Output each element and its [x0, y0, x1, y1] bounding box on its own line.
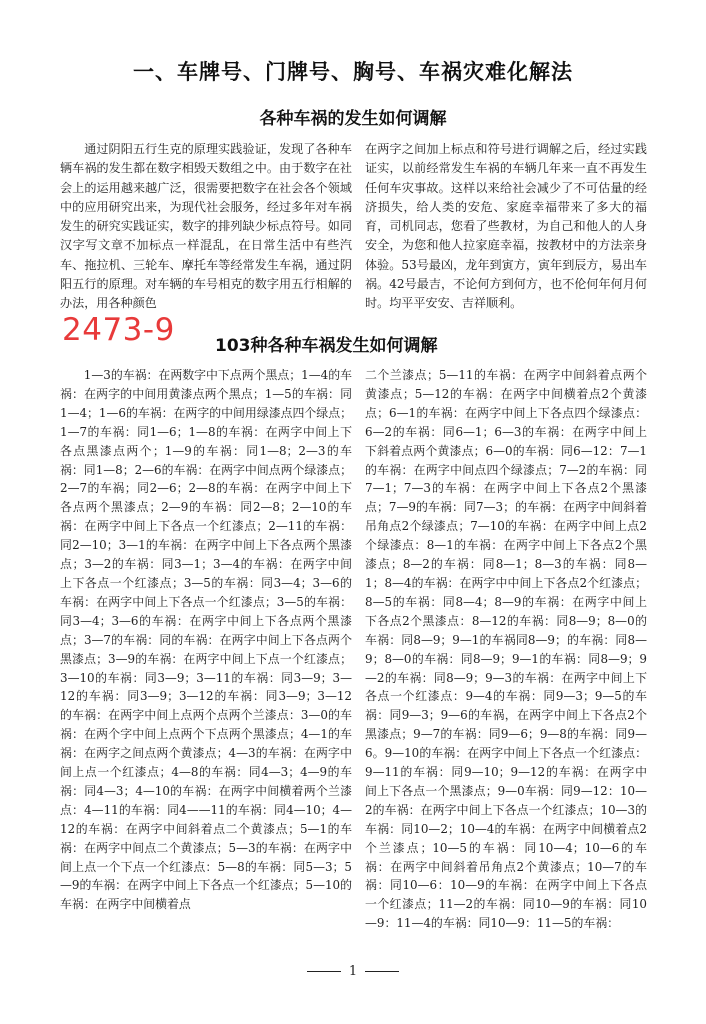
code-number-stamp: 2473-9 [62, 312, 175, 348]
footer-dash-left [307, 971, 341, 972]
main-title: 一、车牌号、门牌号、胸号、车祸灾难化解法 [133, 60, 573, 84]
sub-title: 各种车祸的发生如何调解 [259, 109, 447, 129]
body-text-left: 1—3的车祸：在两数字中下点两个黑点；1—4的车祸：在两字的中间用黄漆点两个黑点；1—5的车祸：同1—4；1—6的车祸：在两字的中间用绿漆点四个绿点；1—7的车祸：同1—6；1—8的车祸：在两字中间上下各点黑漆点两个；1—9的车祸：同1—8；2—3的车祸：同1—8；2—6的车祸：在两字中间点两个绿漆点；2—7的车祸；同2—6；2—8的车祸：在两字中间上下各点两个黑漆点；2—9的车祸：同2—8；2—10的车祸：在两字中间上下各点一个红漆点；2—11的车祸：同2—10；3—1的车祸：在两字中间上下各点两个黑漆点；3—2的车祸：同3—1；3—4的车祸：在两字中间上下各点一个红漆点；3—5的车祸：同3—4；3—6的车祸：在两字中间上下各点一个红漆点；3—5的车祸：同3—4；3—6的车祸：在两字中间上下各点两个黑漆点；3—7的车祸：同的车祸：在两字中间上下各点两个黑漆点；3—9的车祸：在两字中间上下点一个红漆点；3—10的车祸：同3—9；3—11的车祸：同3—9；3—12的车祸：同3—9；3—12的车祸：同3—9；3—12的车祸：在两字中间上点两个点两个兰漆点：3—0的车祸：在两个字中间上点两个下点两个黑漆点；4—1的车祸：在两字之间点两个黄漆点；4—3的车祸：在两字中间上点一个红漆点；4—8的车祸：同4—3；4—9的车祸：同4—3；4—10的车祸：在两字中间横着两个兰漆点：4—11的车祸：同4——11的车祸：同4—10；4—12的车祸：在两字中间斜着点二个黄漆点；5—1的车祸：在两字中间点二个黄漆点；5—3的车祸：在两字中间上点一个下点一个红漆点：5—8的车祸：同5—3；5—9的车祸：在两字中间上下各点一个红漆点；5—10的车祸：在两字中间横着点 [60, 368, 352, 912]
page-footer [0, 964, 706, 979]
intro-paragraph-right: 在两字之间加上标点和符号进行调解之后，经过实践证实，以前经常发生车祸的车辆几年来一直不再发生任何车灾事故。这样以来给社会减少了不可估量的经济损失，给人类的安危、家庭幸福带来了多大的福育，司机同志，您看了些教材，为自己和他人的人身安全，为您和他人拉家庭幸福，按教材中的方法亲身体验。53号最凶，龙年到寅方，寅年到辰方，易出车祸。42号最吉，不论何方到何方，也不伦何年何月何时。均平平安安、吉祥顺利。 [365, 142, 647, 311]
section-title: 103种各种车祸发生如何调解 [215, 336, 438, 356]
body-text-right: 二个兰漆点；5—11的车祸：在两字中间斜着点两个黄漆点；5—12的车祸：在两字中间横着点2个黄漆点；6—1的车祸：在两字中间上下各点四个绿漆点：6—2的车祸：同6—1；6—3的车祸：在两字中间上下斜着点两个黄漆点；6—0的车祸：同6—12：7—1的车祸：在两字中间点四个绿漆点；7—2的车祸：同7—1；7—3的车祸：在两字中间上下各点2个黑漆点；7—9的车祸：同7—3；的车祸：在两字中间斜着吊角点2个绿漆点；7—10的车祸：在两字中间上点2个绿漆点：8—1的车祸：在两字中间上下各点2个黑漆点；8—2的车祸：同8—1；8—3的车祸：同8—1；8—4的车祸：在两字中中间上下各点2个红漆点；8—5的车祸：同8—4；8—9的车祸：在两字中间上下各点2个黑漆点：8—12的车祸：同8—9；8—0的车祸：同8—9；9—1的车祸同8—9；的车祸：同8—9；8—0的车祸：同8—9；9—1的车祸：同8—9；9—2的车祸：同8—9；9—3的车祸：在两字中间上下各点一个红漆点：9—4的车祸：同9—3；9—5的车祸：同9—3；9—6的车祸，在两字中间上下各点2个黑漆点；9—7的车祸：同9—6；9—8的车祸：同9—6。9—10的车祸：在两字中间上下各点一个红漆点：9—11的车祸：同9—10；9—12的车祸：在两字中间上下各点一个黑漆点；9—0车祸：同9—12：10—2的车祸：在两字中间上下各点一个红漆点；10—3的车祸：同10—2；10—4的车祸：在两字中间横着点2个兰漆点；10—5的车祸：同10—4；10—6的车祸：在两字中间斜着吊角点2个黄漆点；10—7的车祸：同10—6：10—9的车祸：在两字中间上下各点一个红漆点；11—2的车祸：同10—9的车祸：同10—9：11—4的车祸：同10—9：11—5的车祸： [365, 368, 647, 931]
page-number: 1 [348, 964, 358, 979]
intro-paragraph-left: 通过阴阳五行生克的原理实践验证，发现了各种车辆车祸的发生都在数字相毁天数组之中。由于数字在社会上的运用越来越广泛，很需要把数字在社会各个领域中的应用研究出来，为现代社会服务，经过多年对车祸发生的研究实践证实，数字的排列缺少标点符号。如同汉字写文章不加标点一样混乱，在日常生活中有些汽车、拖拉机、三轮车、摩托车等经常发生车祸，通过阴阳五行的原理。对车辆的车号相克的数字用五行相解的办法，用各种颜色 [60, 142, 352, 311]
footer-dash-right [365, 971, 399, 972]
